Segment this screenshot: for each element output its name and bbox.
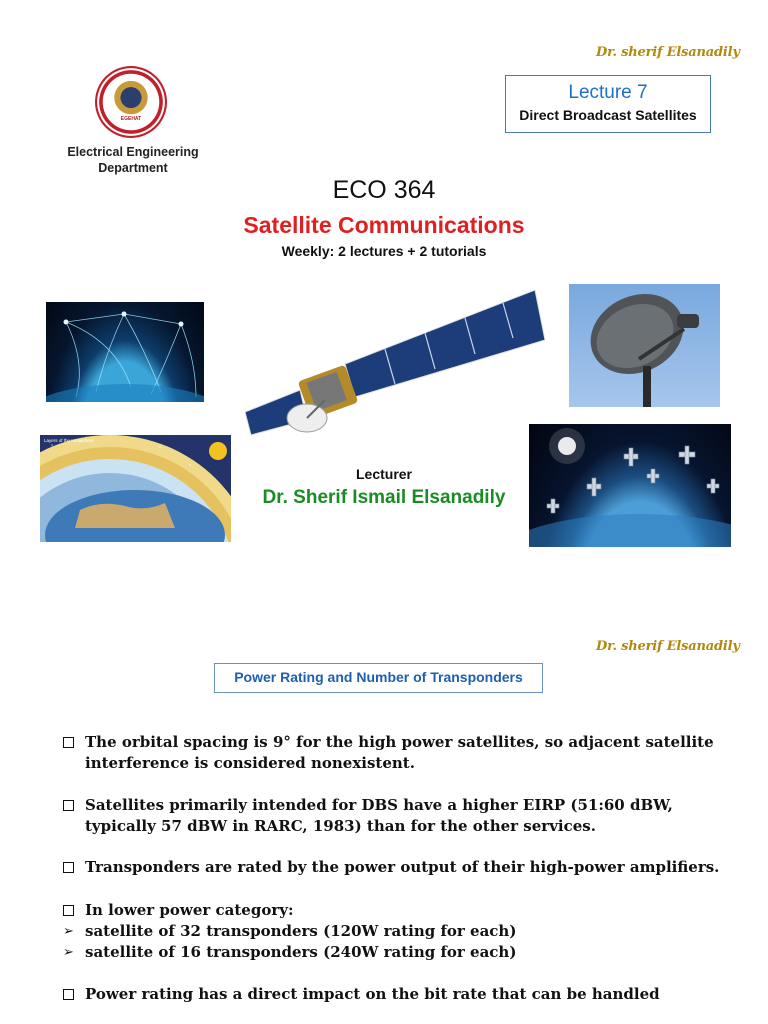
arrow-bullet-icon: ➢ xyxy=(63,924,74,939)
course-code: ECO 364 xyxy=(332,176,436,204)
satellite-constellation-image xyxy=(529,424,731,547)
lecturer-name: Dr. Sherif Ismail Elsanadily xyxy=(262,487,506,508)
checkbox-bullet-icon xyxy=(63,800,74,811)
lecture-info-box xyxy=(505,75,711,133)
arrow-bullet-icon: ➢ xyxy=(63,945,74,960)
svg-text:Layers of the Ionosphere: Layers of the Ionosphere xyxy=(44,438,94,443)
checkbox-bullet-icon xyxy=(63,989,74,1000)
checkbox-bullet-icon xyxy=(63,737,74,748)
lecture-number: Lecture 7 xyxy=(568,82,648,103)
checkbox-bullet-icon xyxy=(63,862,74,873)
satellite-network-image xyxy=(46,302,204,402)
lecturer-label: Lecturer xyxy=(355,466,413,482)
course-name: Satellite Communications xyxy=(243,212,525,238)
department-name: Electrical Engineering Department xyxy=(67,145,199,175)
satellite-dish-image xyxy=(569,284,720,407)
satellite-main-image xyxy=(245,272,545,437)
university-logo xyxy=(58,62,208,182)
checkbox-bullet-icon xyxy=(63,905,74,916)
author-signature: Dr. sherif Elsanadily xyxy=(596,45,740,60)
lecture-topic: Direct Broadcast Satellites xyxy=(519,107,697,123)
course-schedule: Weekly: 2 lectures + 2 tutorials xyxy=(281,243,487,259)
section-title: Power Rating and Number of Transponders xyxy=(214,663,543,693)
author-signature-2: Dr. sherif Elsanadily xyxy=(596,639,740,654)
seal-icon: EGEHAT xyxy=(95,66,167,138)
